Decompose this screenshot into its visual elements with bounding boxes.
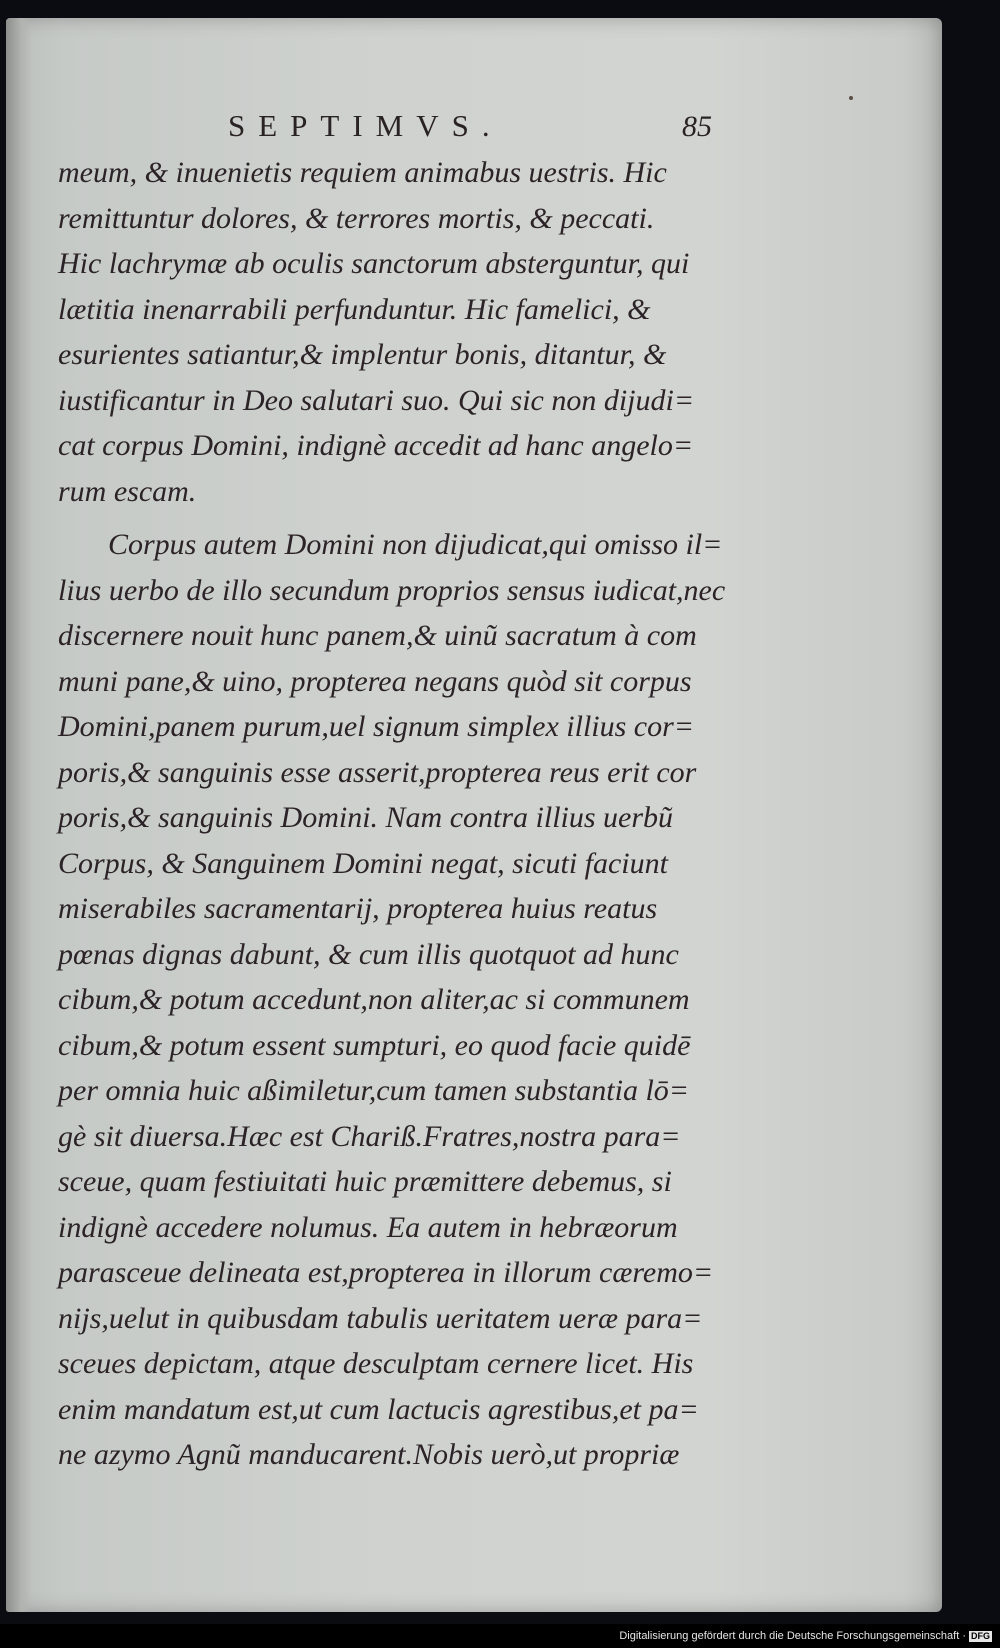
text-line: pœnas dignas dabunt, & cum illis quotquot ad hunc: [58, 937, 679, 971]
text-line: sceues depictam, atque desculptam cernere licet. His: [58, 1347, 694, 1380]
text-line: sceue, quam festiuitati huic præmittere debemus, si: [58, 1165, 672, 1198]
text-line: Hic lachrymæ ab oculis sanctorum absterguntur, qui: [58, 247, 690, 280]
book-page: [6, 18, 942, 1612]
text-line: muni pane,& uino, propterea negans quòd sit corpus: [58, 664, 692, 698]
page-number: 85: [682, 110, 712, 143]
text-line: enim mandatum est,ut cum lactucis agrestibus,et pa=: [58, 1392, 699, 1426]
text-line: gè sit diuersa.Hæc est Chariß.Fratres,nostra para=: [58, 1119, 681, 1153]
text-line: parasceue delineata est,propterea in illorum cæremo=: [58, 1256, 714, 1289]
body-text: [58, 150, 778, 1478]
text-line: esurientes satiantur,& implentur bonis, ditantur, &: [58, 338, 667, 371]
text-line: cibum,& potum accedunt,non aliter,ac si communem: [58, 983, 690, 1016]
footer-credit: [619, 1630, 992, 1642]
paper-spot: [849, 96, 853, 100]
credit-text: Digitalisierung gefördert durch die Deutsche Forschungsgemeinschaft ·: [619, 1630, 966, 1642]
text-line: Corpus autem Domini non dijudicat,qui omisso il=: [108, 528, 723, 561]
text-line: discernere nouit hunc panem,& uinũ sacratum à com: [58, 619, 697, 652]
text-line: poris,& sanguinis esse asserit,propterea reus erit cor: [58, 755, 697, 789]
page-gutter: [6, 18, 32, 1612]
running-head: SEPTIMVS.: [228, 108, 503, 143]
text-line: Corpus, & Sanguinem Domini negat, sicuti faciunt: [58, 846, 668, 880]
text-line: meum, & inuenietis requiem animabus uestris. Hic: [58, 156, 667, 189]
text-line: indignè accedere nolumus. Ea autem in hebræorum: [58, 1210, 678, 1244]
text-line: ne azymo Agnũ manducarent.Nobis uerò,ut propriæ: [58, 1438, 680, 1471]
text-line: rum escam.: [58, 474, 197, 508]
text-line: iustificantur in Deo salutari suo. Qui sic non dijudi=: [58, 383, 695, 417]
text-line: poris,& sanguinis Domini. Nam contra illius uerbũ: [58, 801, 674, 834]
text-line: lætitia inenarrabili perfunduntur. Hic famelici, &: [58, 292, 651, 326]
text-line: nijs,uelut in quibusdam tabulis ueritatem ueræ para=: [58, 1301, 703, 1335]
text-line: cat corpus Domini, indignè accedit ad hanc angelo=: [58, 429, 694, 462]
text-line: cibum,& potum essent sumpturi, eo quod facie quidē: [58, 1028, 691, 1062]
text-line: remittuntur dolores, & terrores mortis, & peccati.: [58, 201, 655, 235]
text-line: miserabiles sacramentarij, propterea huius reatus: [58, 892, 658, 925]
dfg-logo: DFG: [971, 1630, 990, 1641]
text-line: per omnia huic aßimiletur,cum tamen substantia lō=: [58, 1074, 690, 1107]
text-line: lius uerbo de illo secundum proprios sensus iudicat,nec: [58, 573, 726, 607]
text-line: Domini,panem purum,uel signum simplex illius cor=: [58, 710, 695, 743]
